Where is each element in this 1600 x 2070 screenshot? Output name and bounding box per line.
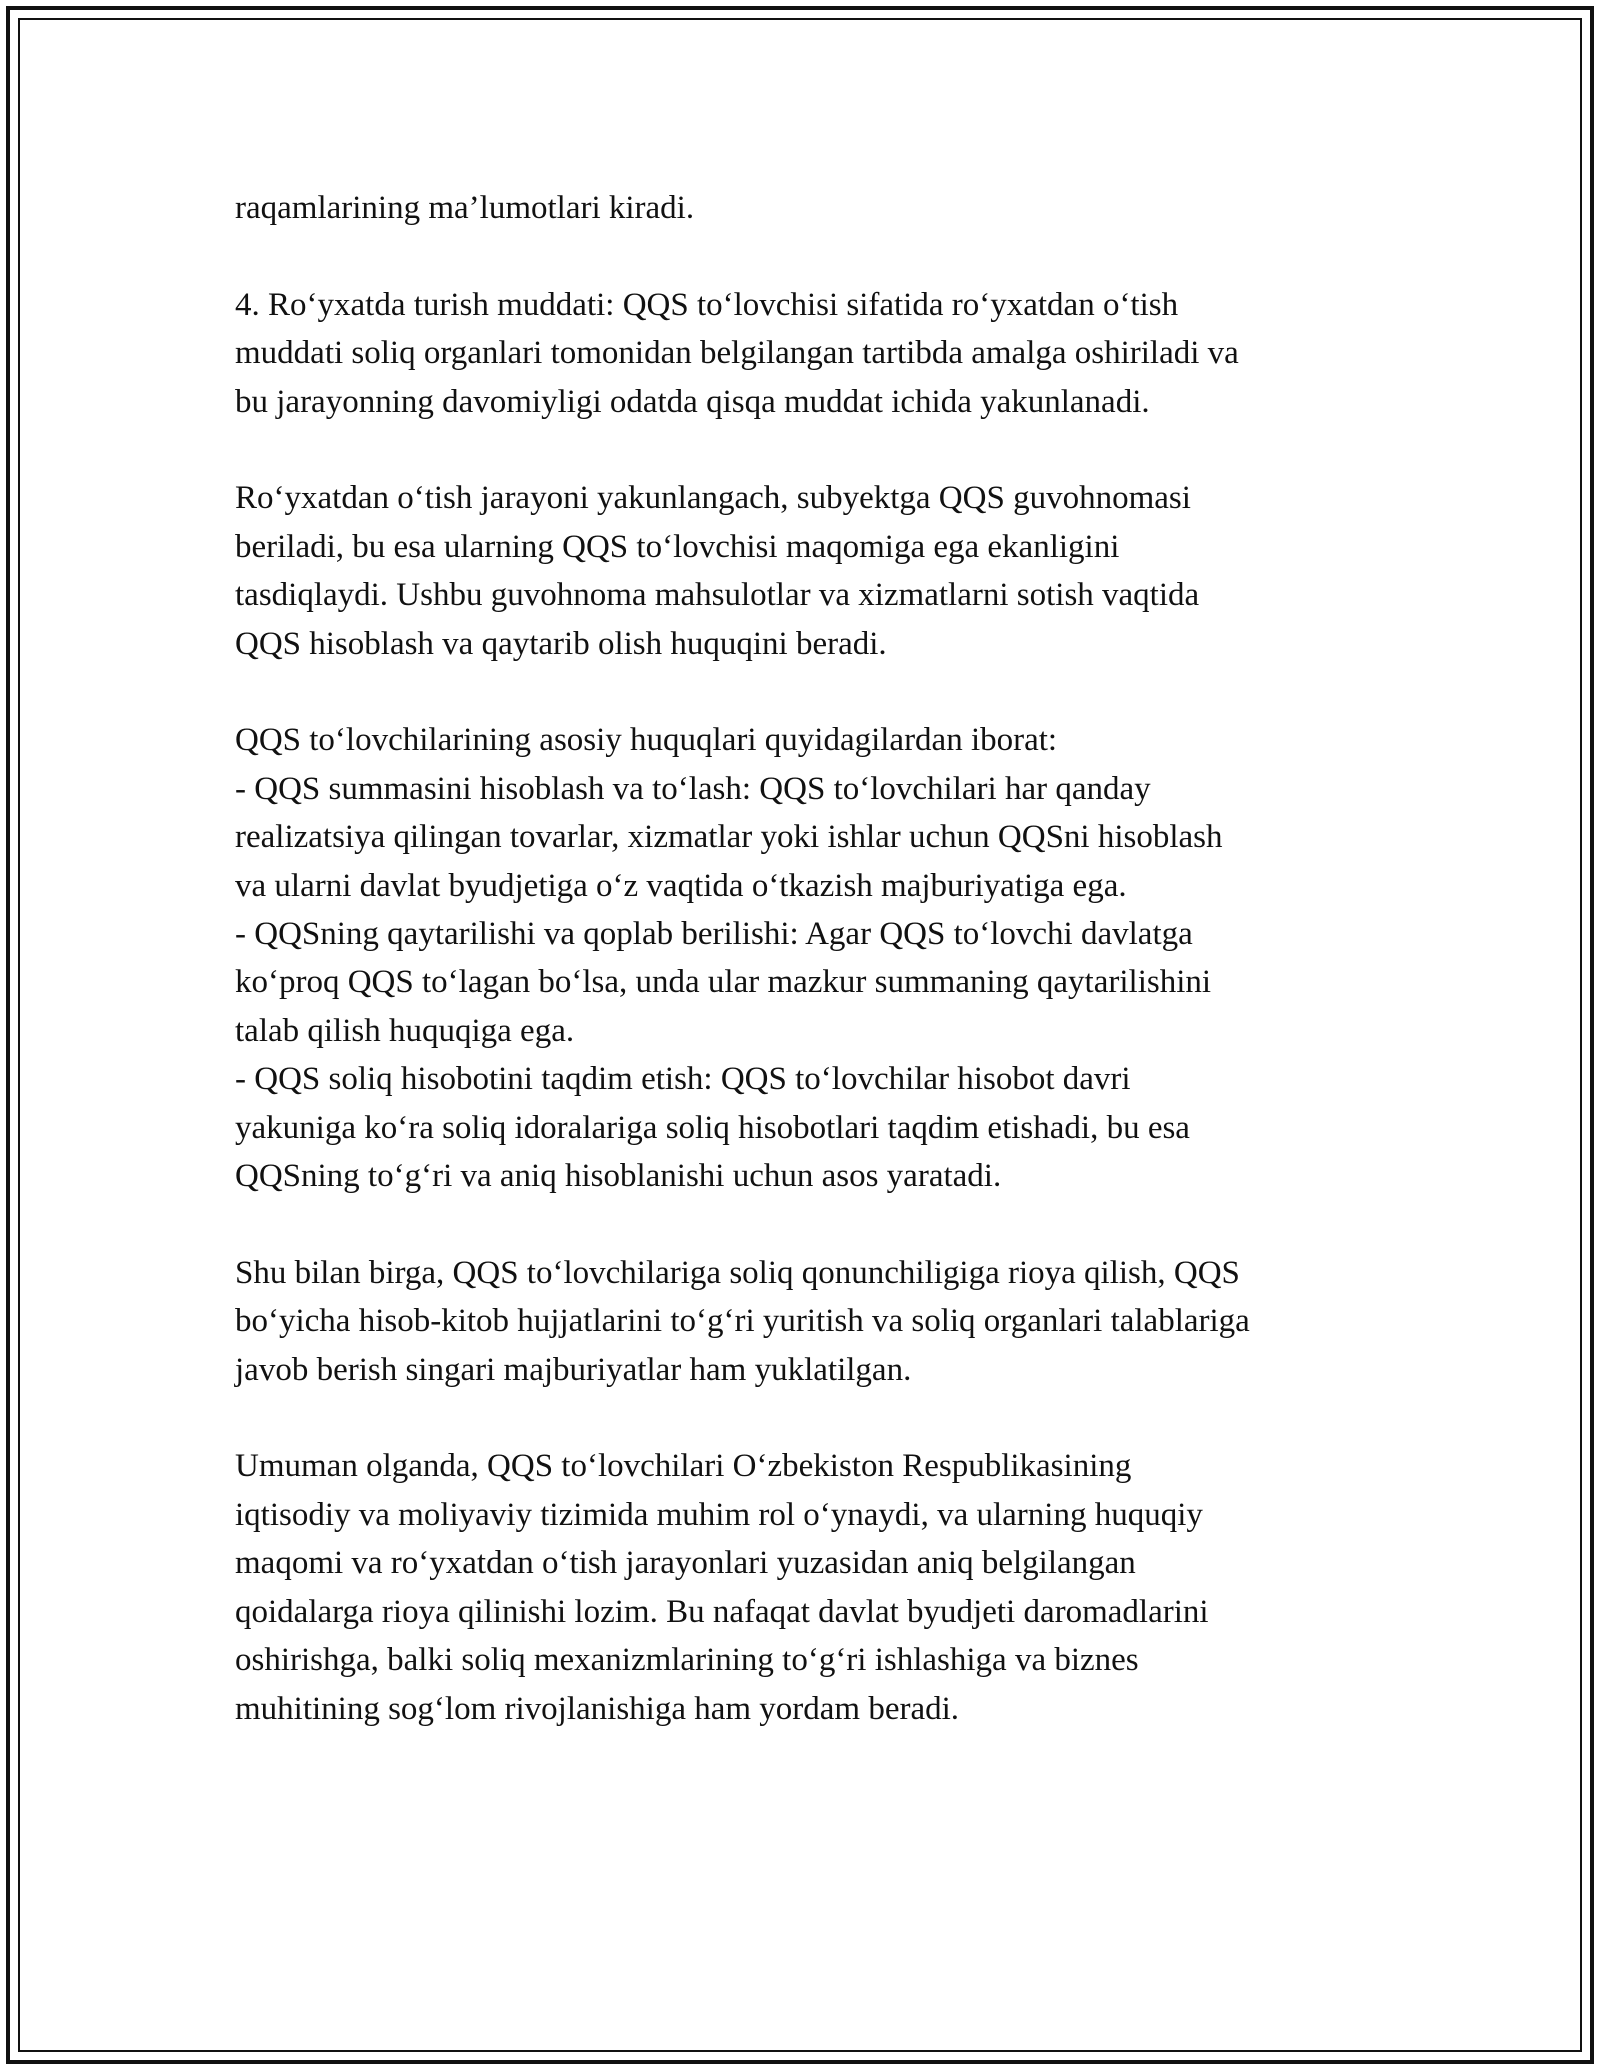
text-line: QQSning to‘g‘ri va aniq hisoblanishi uchun asos yaratadi. (235, 1158, 1002, 1195)
text-line: Ro‘yxatdan o‘tish jarayoni yakunlangach, subyektga QQS guvohnomasi (235, 480, 1191, 517)
text-line: va ularni davlat byudjetiga o‘z vaqtida o‘tkazish majburiyatiga ega. (235, 867, 1127, 904)
text-line: bu jarayonning davomiyligi odatda qisqa muddat ichida yakunlanadi. (235, 383, 1150, 420)
text-line: tasdiqlaydi. Ushbu guvohnoma mahsulotlar va xizmatlarni sotish vaqtida (235, 577, 1200, 614)
text-line: 4. Ro‘yxatda turish muddati: QQS to‘lovchisi sifatida ro‘yxatdan o‘tish (235, 286, 1179, 323)
paragraph-1 (235, 184, 1375, 232)
text-line: ko‘proq QQS to‘lagan bo‘lsa, unda ular mazkur summaning qaytarilishini (235, 964, 1212, 1001)
paragraph-6 (235, 1442, 1375, 1732)
paragraph-3 (235, 474, 1375, 668)
paragraph-2 (235, 281, 1375, 426)
text-line: oshirishga, balki soliq mexanizmlarining to‘g‘ri ishlashiga va biznes (235, 1642, 1139, 1679)
text-line: iqtisodiy va moliyaviy tizimida muhim rol o‘ynaydi, va ularning huquqiy (235, 1496, 1203, 1533)
text-line: raqamlarining ma’lumotlari kiradi. (235, 190, 695, 226)
text-line: - QQS soliq hisobotini taqdim etish: QQS to‘lovchilar hisobot davri (235, 1061, 1131, 1098)
text-line: qoidalarga rioya qilinishi lozim. Bu nafaqat davlat byudjeti daromadlarini (235, 1593, 1209, 1630)
text-line: Shu bilan birga, QQS to‘lovchilariga soliq qonunchiligiga rioya qilish, QQS (235, 1254, 1240, 1291)
text-line: - QQSning qaytarilishi va qoplab berilishi: Agar QQS to‘lovchi davlatga (235, 916, 1193, 953)
paragraph-4 (235, 716, 1375, 1200)
paragraph-5 (235, 1249, 1375, 1394)
text-line: muhitining sog‘lom rivojlanishiga ham yordam beradi. (235, 1690, 960, 1727)
text-line: realizatsiya qilingan tovarlar, xizmatlar yoki ishlar uchun QQSni hisoblash (235, 819, 1223, 856)
text-line: javob berish singari majburiyatlar ham yuklatilgan. (235, 1351, 912, 1388)
text-line: QQS to‘lovchilarining asosiy huquqlari quyidagilardan iborat: (235, 722, 1058, 759)
text-line: Umuman olganda, QQS to‘lovchilari O‘zbekiston Respublikasining (235, 1448, 1132, 1485)
text-line: bo‘yicha hisob-kitob hujjatlarini to‘g‘ri yuritish va soliq organlari talablariga (235, 1303, 1250, 1340)
text-line: QQS hisoblash va qaytarib olish huquqini beradi. (235, 625, 887, 662)
text-line: - QQS summasini hisoblash va to‘lash: QQS to‘lovchilari har qanday (235, 770, 1151, 807)
document-body (235, 184, 1375, 1781)
text-line: beriladi, bu esa ularning QQS to‘lovchisi maqomiga ega ekanligini (235, 528, 1120, 565)
text-line: maqomi va ro‘yxatdan o‘tish jarayonlari yuzasidan aniq belgilangan (235, 1545, 1136, 1582)
text-line: talab qilish huquqiga ega. (235, 1012, 575, 1049)
text-line: muddati soliq organlari tomonidan belgilangan tartibda amalga oshiriladi va (235, 335, 1239, 372)
text-line: yakuniga ko‘ra soliq idoralariga soliq hisobotlari taqdim etishadi, bu esa (235, 1109, 1190, 1146)
